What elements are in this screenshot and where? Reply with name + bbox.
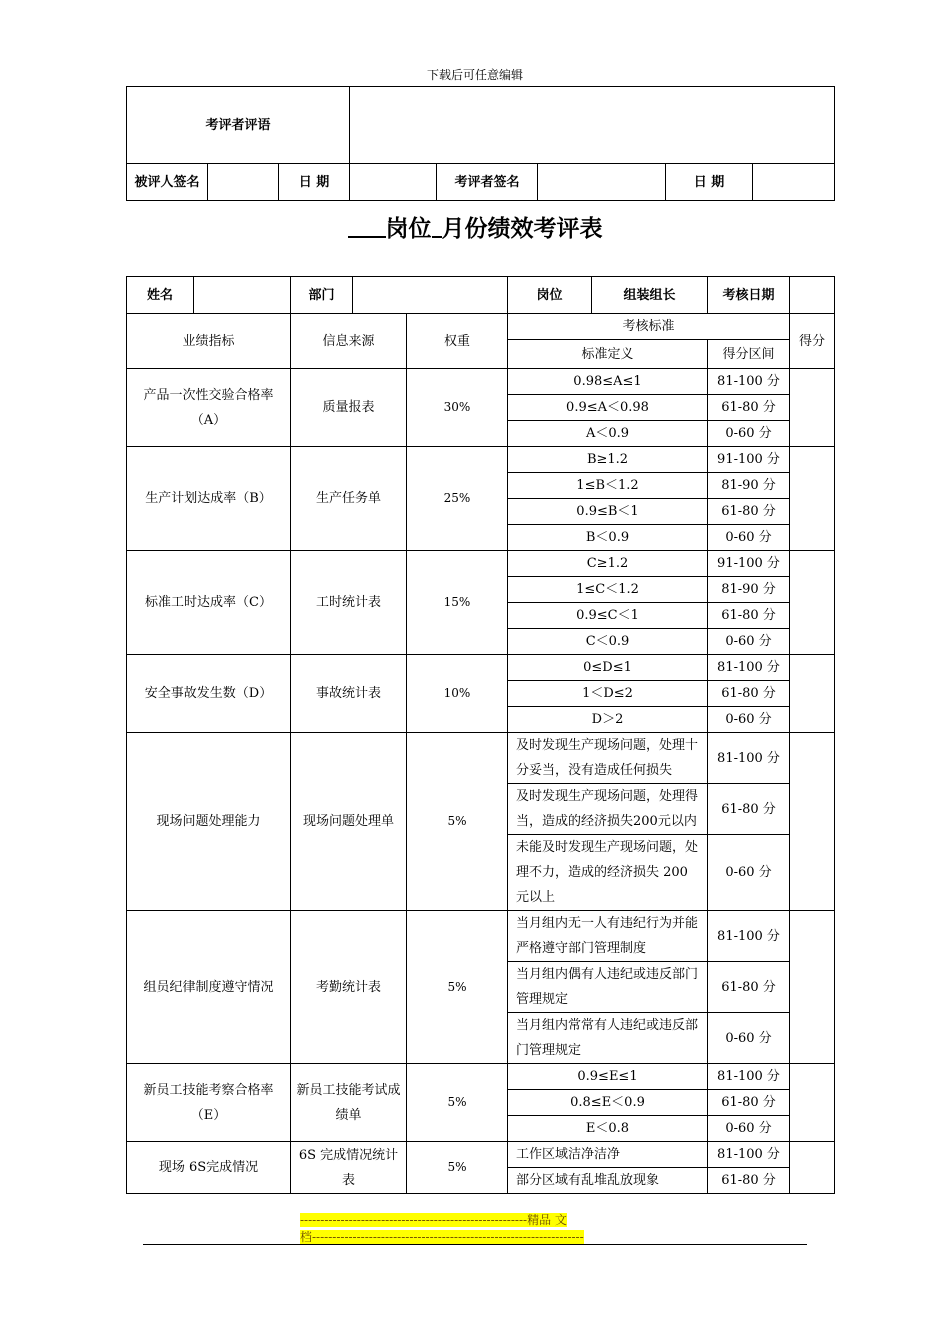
- indicator-cell: 现场问题处理能力: [127, 733, 291, 911]
- definition-cell: B≥1.2: [508, 447, 708, 473]
- weight-header: 权重: [407, 314, 508, 369]
- name-label: 姓名: [127, 277, 194, 314]
- definition-cell: 工作区域洁净洁净: [508, 1142, 708, 1168]
- range-cell: 81-100 分: [708, 733, 790, 784]
- source-cell: 事故统计表: [291, 655, 407, 733]
- range-cell: 0-60 分: [708, 1013, 790, 1064]
- definition-header: 标准定义: [508, 340, 708, 369]
- name-field[interactable]: [194, 277, 291, 314]
- definition-cell: C＜0.9: [508, 629, 708, 655]
- review-comment-table: [126, 86, 835, 201]
- weight-cell: 25%: [407, 447, 508, 551]
- definition-cell: E＜0.8: [508, 1116, 708, 1142]
- definition-cell: B＜0.9: [508, 525, 708, 551]
- weight-cell: 15%: [407, 551, 508, 655]
- page-title: [0, 210, 950, 243]
- definition-cell: 1≤B＜1.2: [508, 473, 708, 499]
- comment-field[interactable]: [350, 87, 835, 164]
- date-label-2: 日 期: [666, 164, 753, 201]
- score-field[interactable]: [790, 1142, 835, 1194]
- score-field[interactable]: [790, 733, 835, 911]
- indicator-cell: 产品一次性交验合格率（A）: [127, 369, 291, 447]
- assess-date-label: 考核日期: [708, 277, 790, 314]
- definition-cell: 当月组内无一人有违纪行为并能严格遵守部门管理制度: [508, 911, 708, 962]
- range-cell: 81-90 分: [708, 473, 790, 499]
- range-cell: 61-80 分: [708, 1090, 790, 1116]
- dept-label: 部门: [291, 277, 353, 314]
- range-cell: 0-60 分: [708, 421, 790, 447]
- range-cell: 61-80 分: [708, 681, 790, 707]
- date-label-1: 日 期: [279, 164, 350, 201]
- range-cell: 0-60 分: [708, 1116, 790, 1142]
- standard-header: 考核标准: [508, 314, 790, 340]
- score-field[interactable]: [790, 655, 835, 733]
- indicator-cell: 生产计划达成率（B）: [127, 447, 291, 551]
- definition-cell: C≥1.2: [508, 551, 708, 577]
- indicator-cell: 现场 6S完成情况: [127, 1142, 291, 1194]
- definition-cell: 当月组内常常有人违纪或违反部门管理规定: [508, 1013, 708, 1064]
- range-cell: 0-60 分: [708, 629, 790, 655]
- definition-cell: 0.9≤B＜1: [508, 499, 708, 525]
- definition-cell: 0.8≤E＜0.9: [508, 1090, 708, 1116]
- score-field[interactable]: [790, 447, 835, 551]
- range-cell: 61-80 分: [708, 395, 790, 421]
- definition-cell: 1＜D≤2: [508, 681, 708, 707]
- source-cell: 现场问题处理单: [291, 733, 407, 911]
- weight-cell: 5%: [407, 911, 508, 1064]
- definition-cell: D＞2: [508, 707, 708, 733]
- score-header: 得分: [790, 314, 835, 369]
- performance-table: [126, 276, 835, 1194]
- definition-cell: 1≤C＜1.2: [508, 577, 708, 603]
- source-cell: 新员工技能考试成绩单: [291, 1064, 407, 1142]
- date-field-1[interactable]: [350, 164, 437, 201]
- indicator-cell: 新员工技能考察合格率（E）: [127, 1064, 291, 1142]
- range-cell: 61-80 分: [708, 499, 790, 525]
- source-cell: 生产任务单: [291, 447, 407, 551]
- indicator-cell: 组员纪律制度遵守情况: [127, 911, 291, 1064]
- weight-cell: 5%: [407, 1064, 508, 1142]
- reviewee-sign-field[interactable]: [208, 164, 279, 201]
- comment-label: 考评者评语: [127, 87, 350, 164]
- range-cell: 61-80 分: [708, 603, 790, 629]
- definition-cell: 0≤D≤1: [508, 655, 708, 681]
- source-cell: 考勤统计表: [291, 911, 407, 1064]
- range-cell: 0-60 分: [708, 525, 790, 551]
- source-header: 信息来源: [291, 314, 407, 369]
- definition-cell: 0.98≤A≤1: [508, 369, 708, 395]
- range-cell: 81-90 分: [708, 577, 790, 603]
- source-cell: 工时统计表: [291, 551, 407, 655]
- definition-cell: 及时发现生产现场问题，处理十分妥当，没有造成任何损失: [508, 733, 708, 784]
- post-value: 组装组长: [592, 277, 708, 314]
- weight-cell: 5%: [407, 1142, 508, 1194]
- post-label: 岗位: [508, 277, 592, 314]
- definition-cell: 未能及时发现生产现场问题，处理不力，造成的经济损失 200 元以上: [508, 835, 708, 911]
- title-part1: 岗位: [385, 216, 432, 242]
- weight-cell: 30%: [407, 369, 508, 447]
- score-field[interactable]: [790, 551, 835, 655]
- indicator-cell: 安全事故发生数（D）: [127, 655, 291, 733]
- definition-cell: 0.9≤A＜0.98: [508, 395, 708, 421]
- range-cell: 81-100 分: [708, 655, 790, 681]
- reviewer-sign-field[interactable]: [538, 164, 666, 201]
- weight-cell: 10%: [407, 655, 508, 733]
- weight-cell: 5%: [407, 733, 508, 911]
- title-part2: 月份绩效考评表: [441, 216, 603, 242]
- range-cell: 81-100 分: [708, 1064, 790, 1090]
- range-header: 得分区间: [708, 340, 790, 369]
- indicator-cell: 标准工时达成率（C）: [127, 551, 291, 655]
- definition-cell: 部分区域有乱堆乱放现象: [508, 1168, 708, 1194]
- range-cell: 0-60 分: [708, 707, 790, 733]
- date-field-2[interactable]: [753, 164, 835, 201]
- footer-divider: [143, 1244, 807, 1245]
- range-cell: 61-80 分: [708, 962, 790, 1013]
- range-cell: 0-60 分: [708, 835, 790, 911]
- definition-cell: 0.9≤C＜1: [508, 603, 708, 629]
- source-cell: 质量报表: [291, 369, 407, 447]
- month-blank[interactable]: [432, 214, 442, 238]
- range-cell: 81-100 分: [708, 369, 790, 395]
- definition-cell: 及时发现生产现场问题，处理得当，造成的经济损失200元以内: [508, 784, 708, 835]
- post-blank[interactable]: [348, 214, 386, 238]
- score-field[interactable]: [790, 369, 835, 447]
- range-cell: 61-80 分: [708, 784, 790, 835]
- range-cell: 91-100 分: [708, 447, 790, 473]
- assess-date-field[interactable]: [790, 277, 835, 314]
- range-cell: 61-80 分: [708, 1168, 790, 1194]
- dept-field[interactable]: [353, 277, 508, 314]
- range-cell: 91-100 分: [708, 551, 790, 577]
- definition-cell: A＜0.9: [508, 421, 708, 447]
- range-cell: 81-100 分: [708, 1142, 790, 1168]
- score-field[interactable]: [790, 1064, 835, 1142]
- source-cell: 6S 完成情况统计表: [291, 1142, 407, 1194]
- score-field[interactable]: [790, 911, 835, 1064]
- reviewee-sign-label: 被评人签名: [127, 164, 208, 201]
- reviewer-sign-label: 考评者签名: [437, 164, 538, 201]
- header-note: 下载后可任意编辑: [426, 68, 523, 82]
- footer-line-1: --------------------------------------------------------精品 文: [300, 1213, 567, 1227]
- definition-cell: 0.9≤E≤1: [508, 1064, 708, 1090]
- range-cell: 81-100 分: [708, 911, 790, 962]
- footer-line-2: 档-------------------------------------------------------------------: [300, 1230, 584, 1244]
- footer-watermark: [300, 1212, 650, 1246]
- definition-cell: 当月组内偶有人违纪或违反部门管理规定: [508, 962, 708, 1013]
- indicator-header: 业绩指标: [127, 314, 291, 369]
